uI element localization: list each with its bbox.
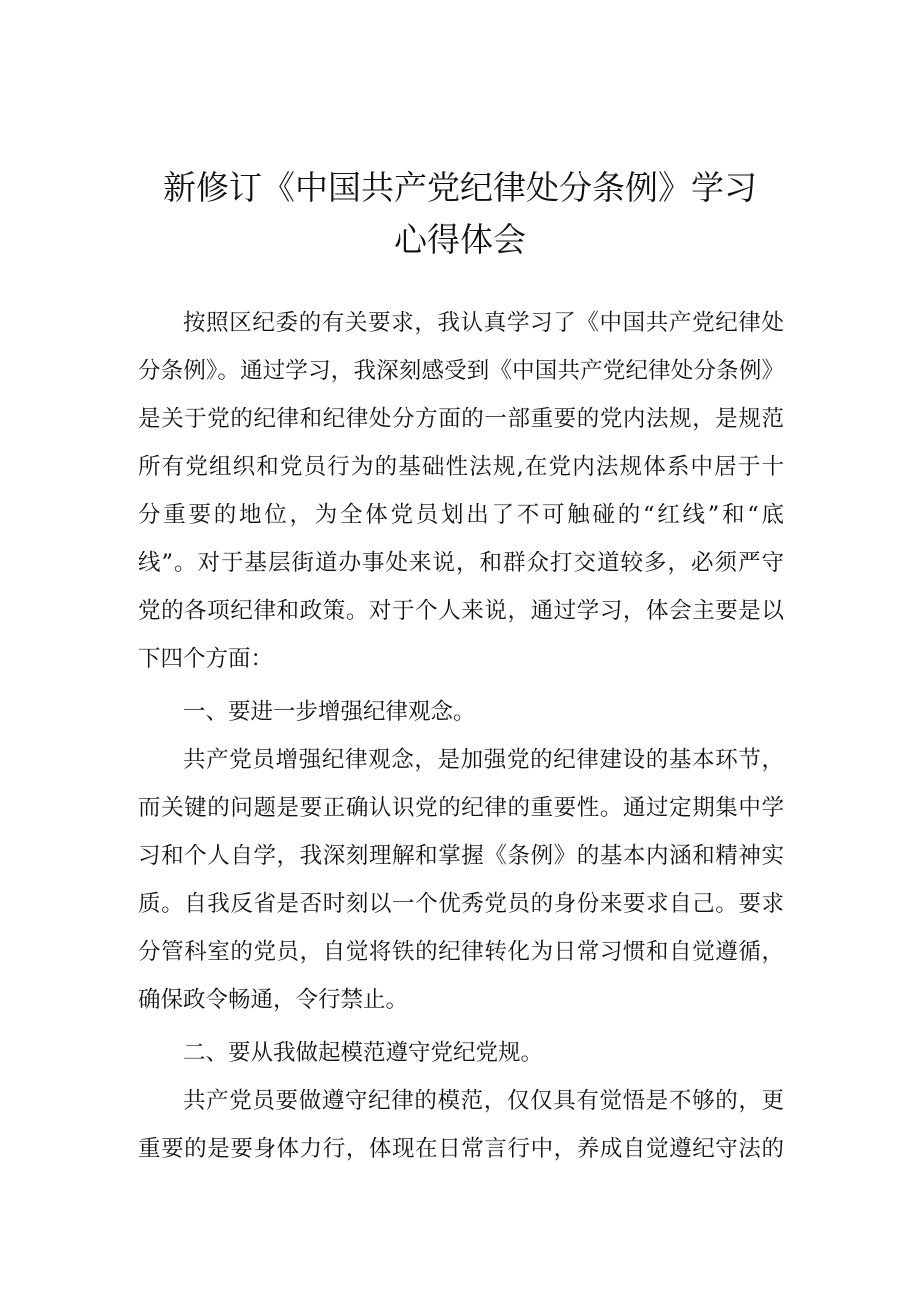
text-line: 重要的是要身体力行，体现在日常言行中，养成自觉遵纪守法的 [138,1136,784,1162]
text-line: 分重要的地位，为全体党员划出了不可触碰的“红线”和“底 [138,502,784,528]
text-line: 共产党员增强纪律观念，是加强党的纪律建设的基本环节， [183,747,784,773]
text-line: 下四个方面： [138,646,274,672]
text-line: 党的各项纪律和政策。对于个人来说，通过学习，体会主要是以 [138,598,784,624]
text-line: 分管科室的党员，自觉将铁的纪律转化为日常习惯和自觉遵循， [138,939,784,965]
text-line: 按照区纪委的有关要求，我认真学习了《中国共产党纪律处 [183,310,784,336]
section-heading-1: 一、要进一步增强纪律观念。 [183,699,476,725]
text-line: 分条例》。通过学习，我深刻感受到《中国共产党纪律处分条例》 [138,358,784,384]
text-line: 共产党员要做遵守纪律的模范，仅仅具有觉悟是不够的，更 [183,1088,784,1114]
text-line: 而关键的问题是要正确认识党的纪律的重要性。通过定期集中学 [138,795,784,821]
text-line: 质。自我反省是否时刻以一个优秀党员的身份来要求自己。要求 [138,891,784,917]
text-line: 所有党组织和党员行为的基础性法规,在党内法规体系中居于十 [138,454,784,480]
text-line: 线”。对于基层街道办事处来说，和群众打交道较多，必须严守 [138,550,784,576]
text-line: 确保政令畅通，令行禁止。 [138,987,409,1013]
document-title-line-2: 心得体会 [394,220,526,259]
text-line: 是关于党的纪律和纪律处分方面的一部重要的党内法规，是规范 [138,406,784,432]
section-heading-2: 二、要从我做起模范遵守党纪党规。 [183,1040,544,1066]
document-title-line-1: 新修订《中国共产党纪律处分条例》学习 [163,168,757,207]
text-line: 习和个人自学，我深刻理解和掌握《条例》的基本内涵和精神实 [138,843,784,869]
